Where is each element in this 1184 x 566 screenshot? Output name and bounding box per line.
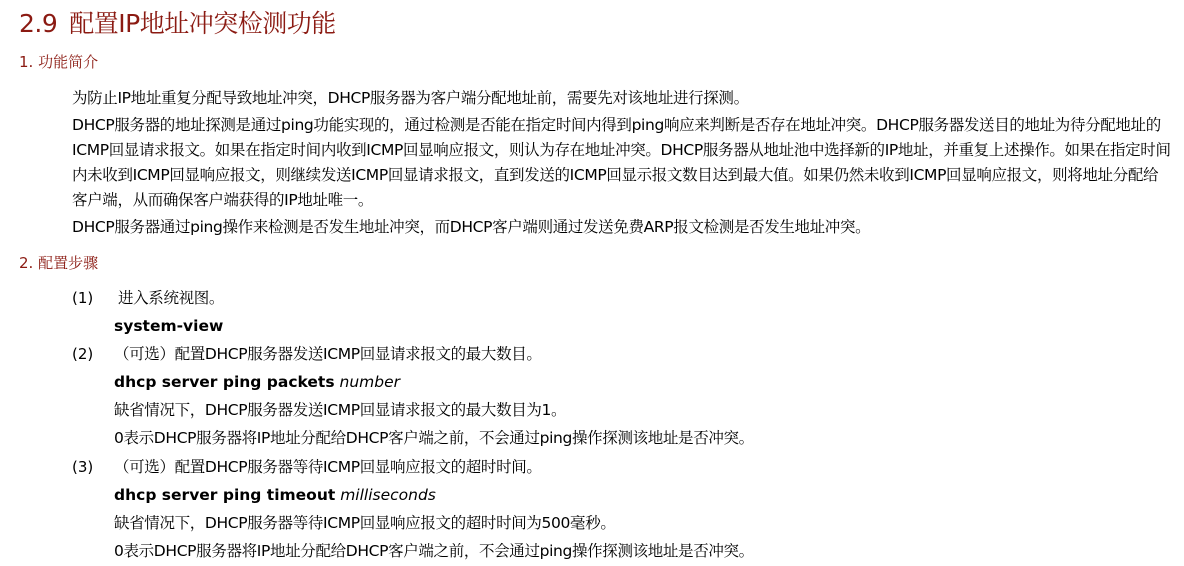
command-line [114, 483, 436, 508]
command-argument: milliseconds [340, 486, 436, 504]
steps-heading: 2. 配置步骤 [19, 254, 99, 272]
step-description: 进入系统视图。 [118, 289, 225, 307]
step-note: 缺省情况下，DHCP服务器等待ICMP回显响应报文的超时时间为500毫秒。 [114, 514, 616, 532]
step-note: 0表示DHCP服务器将IP地址分配给DHCP客户端之前，不会通过ping操作探测该地址是否冲突。 [114, 542, 754, 560]
step-number: (3) [72, 458, 94, 476]
intro-paragraph: DHCP服务器的地址探测是通过ping功能实现的，通过检测是否能在指定时间内得到ping响应来判断是否存在地址冲突。DHCP服务器发送目的地址为待分配地址的ICMP回显请求报文。如果在指定时间内收到ICMP回显响应报文，则认为存在地址冲突。DHCP服务器从地址池中选择新的IP地址，并重复上述操作。如果在指定时间内未收到ICMP回显响应报文，则继续发送ICMP回显请求报文，直到发送的ICMP回显示报文数目达到最大值。如果仍然未收到ICMP回显响应报文，则将地址分配给客户端，从而确保客户端获得的IP地址唯一。 [72, 116, 1171, 209]
intro-paragraph: DHCP服务器通过ping操作来检测是否发生地址冲突，而DHCP客户端则通过发送免费ARP报文检测是否发生地址冲突。 [72, 218, 871, 236]
section-title [19, 7, 336, 41]
section-title-text: 配置IP地址冲突检测功能 [69, 9, 336, 38]
intro-paragraph: 为防止IP地址重复分配导致地址冲突，DHCP服务器为客户端分配地址前，需要先对该地址进行探测。 [72, 89, 749, 107]
section-number: 2.9 [19, 9, 58, 38]
command-line [114, 370, 400, 395]
intro-heading: 1. 功能简介 [19, 53, 99, 71]
step-description: （可选）配置DHCP服务器发送ICMP回显请求报文的最大数目。 [114, 345, 542, 363]
step-number: (2) [72, 345, 94, 363]
command-argument: number [339, 373, 401, 391]
command-keywords: dhcp server ping timeout [114, 486, 336, 504]
command-line [114, 314, 223, 339]
command-keywords: dhcp server ping packets [114, 373, 335, 391]
step-number: (1) [72, 289, 94, 307]
step-description: （可选）配置DHCP服务器等待ICMP回显响应报文的超时时间。 [114, 458, 542, 476]
command-keywords: system-view [114, 317, 224, 335]
step-note: 0表示DHCP服务器将IP地址分配给DHCP客户端之前，不会通过ping操作探测该地址是否冲突。 [114, 429, 754, 447]
step-note: 缺省情况下，DHCP服务器发送ICMP回显请求报文的最大数目为1。 [114, 401, 567, 419]
